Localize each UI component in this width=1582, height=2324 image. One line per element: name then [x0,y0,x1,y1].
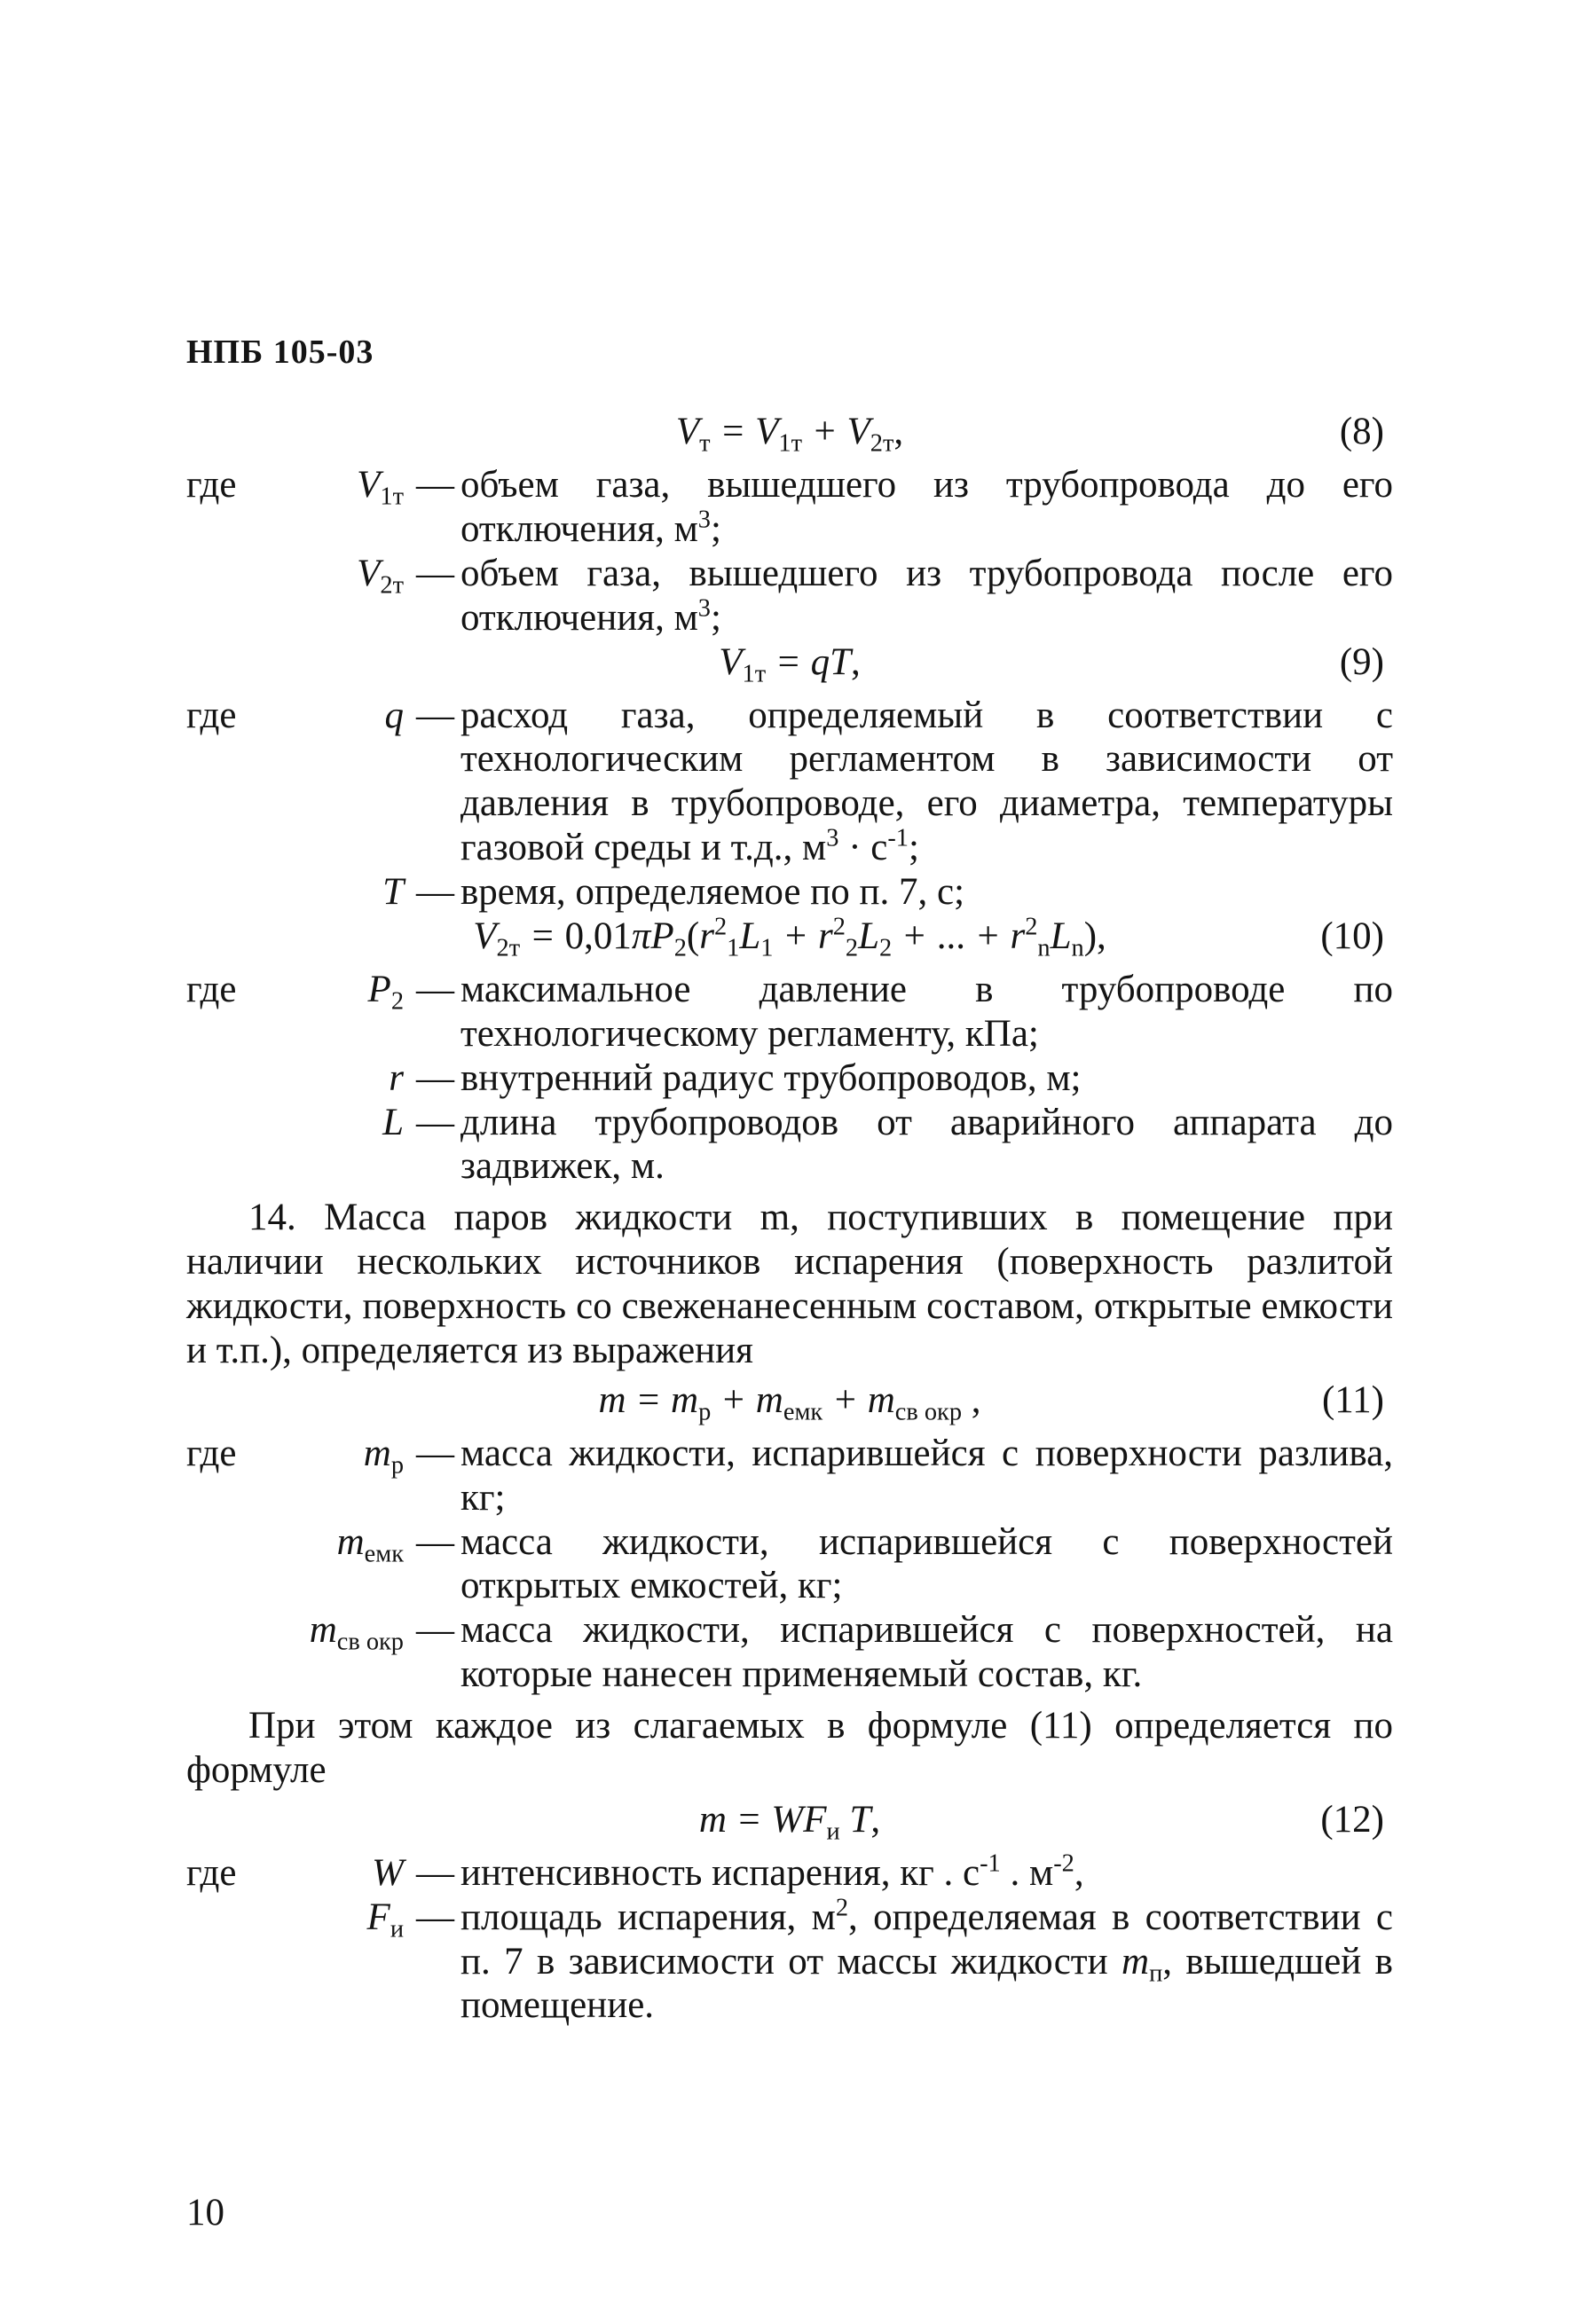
equation-number: (9) [1339,640,1384,683]
definition-text: интенсивность испарения, кг . $с^{-1}$ . $м^{-2}$, [460,1849,1084,1894]
definition-text: расход газа, определяемый в соответствии с технологическим регламентом в зависимости от давления в трубопроводе, его диаметра, температуры газовой среды и т.д., $м^3 \cdot с^{-1}$; [460,694,1393,869]
formula-9: $V_{1т}$ = qT, [719,640,861,687]
dash: — [416,1101,454,1143]
definition-text: длина трубопроводов от аварийного аппарата до задвижек, м. [460,1101,1393,1188]
definition-text: объем газа, вышедшего из трубопровода до его отключения, $м^3$; [460,464,1393,550]
definition-item [186,552,1393,640]
definition-item [186,463,1393,552]
definition-list-9 [186,694,1393,915]
definition-text: внутренний радиус трубопроводов, м; [460,1056,1082,1099]
definition-text: объем газа, вышедшего из трубопровода после его отключения, $м^3$; [460,552,1393,639]
dash: — [416,552,454,594]
definition-item [186,968,1393,1056]
equation-number: (11) [1321,1378,1384,1421]
symbol-memk: $m_{емк}$ [336,1520,404,1567]
page-number: 10 [186,2192,224,2234]
formula-8: $V_т = V_{1т} + V_{2т}$, [675,411,904,458]
dash: — [416,1520,454,1563]
definition-text: масса жидкости, испарившейся с поверхностей открытых емкостей, кг; [460,1520,1393,1607]
symbol-W: W [372,1851,404,1894]
symbol-msvokr: $m_{св окр}$ [309,1609,404,1656]
definition-item [186,1520,1393,1609]
definition-item [186,1896,1393,2029]
dash: — [416,1056,454,1099]
equation-number: (8) [1339,411,1384,452]
document-code-header: НПБ 105-03 [186,334,374,371]
dash: — [416,871,454,913]
dash: — [416,694,454,736]
dash: — [416,1609,454,1652]
definition-list-12 [186,1851,1393,2029]
where-word: где [186,464,237,506]
dash: — [416,1432,454,1474]
definition-text: время, определяемое по п. 7, с; [460,871,965,913]
dash: — [416,464,454,506]
where-word: где [186,968,237,1010]
formula-11: $m = m_р + m_{емк} + m_{св окр}$ , [598,1378,981,1426]
page-content [186,410,1393,2028]
where-word: где [186,1432,237,1474]
symbol-mp: $m_р$ [363,1432,404,1480]
symbol-v2t: $V_{2т}$ [357,552,404,600]
definition-text: площадь испарения, $м^2$, определяемая в соответствии с п. 7 в зависимости от массы жидкости $m_п$, вышедшей в помещение. [460,1894,1394,2027]
definition-item [186,1608,1393,1697]
definition-list-10 [186,968,1393,1189]
definition-text: масса жидкости, испарившейся с поверхностей, на которые нанесен применяемый состав, кг. [460,1609,1393,1696]
definition-item [186,870,1393,915]
equation-8 [186,410,1393,463]
symbol-Fi: $F_и$ [366,1896,404,1943]
definition-item [186,1432,1393,1520]
formula-12: $m = WF_и$ T, [698,1798,881,1846]
dash: — [416,1896,454,1938]
symbol-q: q [384,694,404,736]
equation-11 [186,1378,1393,1432]
paragraph-14: 14. Масса паров жидкости m, поступивших в помещение при наличии нескольких источников испарения (поверхность разлитой жидкости, поверхность со свеженанесенным составом, открытые емкости и т.п.), определяется из выражения [186,1197,1393,1371]
definition-item [186,1056,1393,1101]
dash: — [416,968,454,1010]
definition-list-8 [186,463,1393,640]
definition-item [186,694,1393,871]
definition-list-11 [186,1432,1393,1697]
symbol-v1t: $V_{1т}$ [357,464,404,511]
where-word: где [186,694,237,736]
equation-9 [186,640,1393,694]
equation-12 [186,1798,1393,1851]
symbol-T: T [382,871,404,913]
equation-number: (12) [1320,1798,1384,1841]
definition-item [186,1851,1393,1896]
equation-10 [186,915,1393,968]
symbol-L: L [382,1101,404,1143]
where-word: где [186,1851,237,1894]
definition-item [186,1101,1393,1189]
symbol-P2: $P_2$ [367,968,404,1016]
definition-text: масса жидкости, испарившейся с поверхности разлива, кг; [460,1432,1393,1519]
formula-10: $V_{2т} = 0,01\pi P_2(r^2_1L_1 + r^2_2L_2$ + ... + $r^2_nL_n$), [473,913,1106,962]
equation-number: (10) [1320,915,1384,957]
symbol-r: r [389,1056,404,1099]
definition-text: максимальное давление в трубопроводе по технологическому регламенту, кПа; [460,968,1393,1055]
dash: — [416,1851,454,1894]
paragraph-sum: При этом каждое из слагаемых в формуле (11) определяется по формуле [186,1705,1393,1791]
